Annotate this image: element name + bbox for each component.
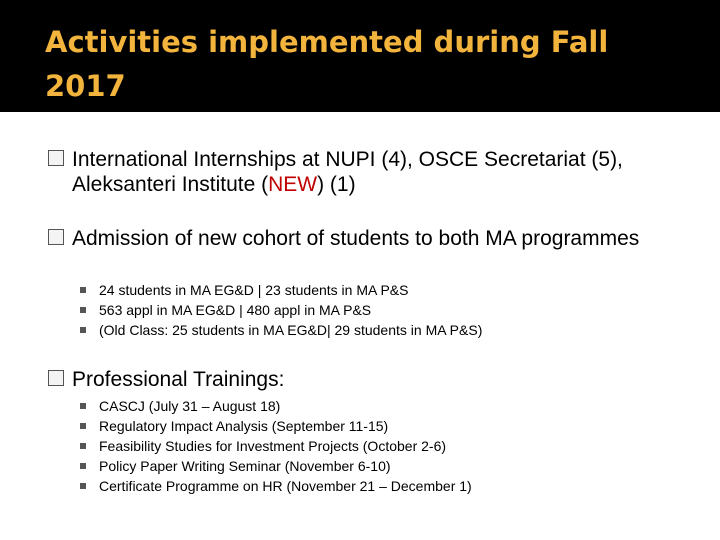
- bullet-text: Admission of new cohort of students to both MA programmes: [72, 227, 640, 250]
- admission-subitems: [80, 280, 680, 340]
- small-square-bullet-icon: [80, 463, 86, 469]
- small-square-bullet-icon: [80, 307, 86, 313]
- sub-item: Feasibility Studies for Investment Projects (October 2-6): [80, 436, 680, 456]
- small-square-bullet-icon: [80, 403, 86, 409]
- new-highlight: NEW: [268, 173, 318, 196]
- square-bullet-icon: [48, 150, 64, 166]
- bullet-item-admission: [48, 226, 668, 251]
- sub-item: 24 students in MA EG&D | 23 students in MA P&S: [80, 280, 680, 300]
- sub-item: 563 appl in MA EG&D | 480 appl in MA P&S: [80, 300, 680, 320]
- small-square-bullet-icon: [80, 483, 86, 489]
- sub-item: Certificate Programme on HR (November 21 – December 1): [80, 476, 680, 496]
- small-square-bullet-icon: [80, 327, 86, 333]
- sub-item: (Old Class: 25 students in MA EG&D| 29 students in MA P&S): [80, 320, 680, 340]
- small-square-bullet-icon: [80, 443, 86, 449]
- slide-title: Activities implemented during Fall 2017: [45, 25, 609, 103]
- bullet-text: International Internships at NUPI (4), OSCE Secretariat (5), Aleksanteri Institute (NEW) (1): [72, 148, 623, 196]
- square-bullet-icon: [48, 370, 64, 386]
- square-bullet-icon: [48, 229, 64, 245]
- small-square-bullet-icon: [80, 287, 86, 293]
- sub-item: Regulatory Impact Analysis (September 11-15): [80, 416, 680, 436]
- bullet-item-trainings: [48, 367, 668, 392]
- bullet-item-internships: [48, 147, 668, 197]
- small-square-bullet-icon: [80, 423, 86, 429]
- sub-item: CASCJ (July 31 – August 18): [80, 396, 680, 416]
- bullet-text: Professional Trainings:: [72, 368, 285, 391]
- trainings-subitems: [80, 396, 680, 496]
- sub-item: Policy Paper Writing Seminar (November 6-10): [80, 456, 680, 476]
